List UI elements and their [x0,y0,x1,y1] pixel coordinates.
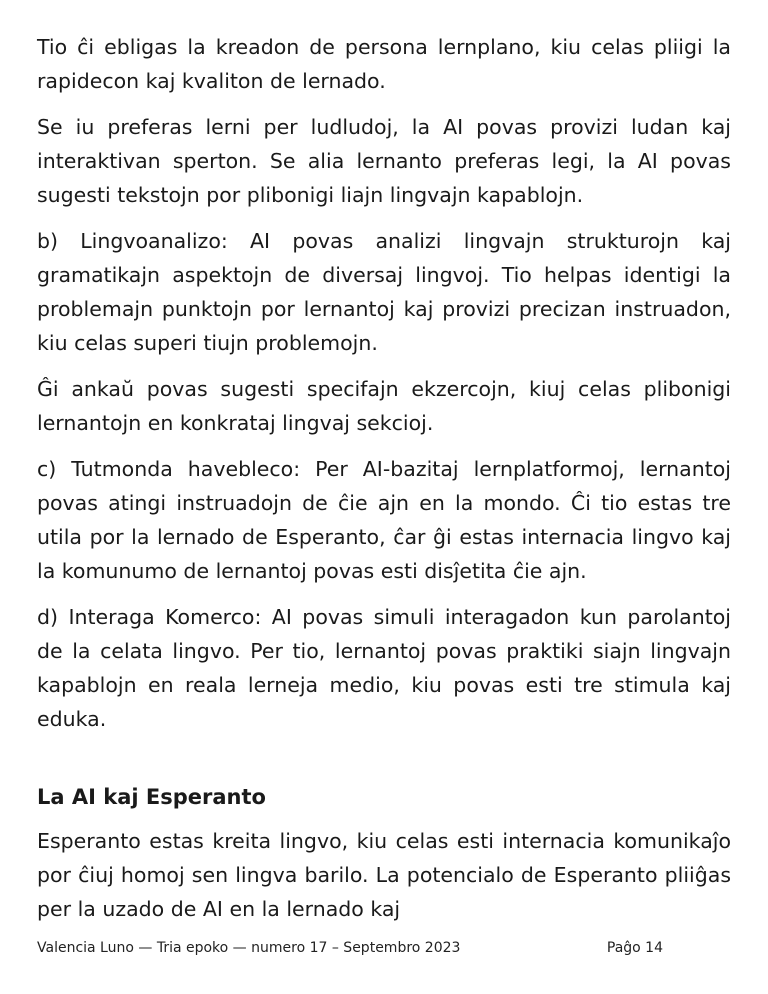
page-footer [37,938,663,958]
paragraph-esperanto-intro: Esperanto estas kreita lingvo, kiu celas esti internacia komunikaĵo por ĉiuj homoj sen lingva barilo. La potencialo de Esperanto pliiĝas per la uzado de AI en la lernado kaj [37,829,731,921]
paragraph-global-availability: c) Tutmonda havebleco: Per AI-bazitaj lernplatformoj, lernantoj povas atingi instruadojn de ĉie ajn en la mondo. Ĉi tio estas tre utila por la lernado de Esperanto, ĉar ĝi estas internacia lingvo kaj la komunumo de lernantoj povas esti disĵetita ĉie ajn. [37,457,731,583]
paragraph-language-analysis: b) Lingvoanalizo: AI povas analizi lingvajn strukturojn kaj gramatikajn aspektojn de diversaj lingvoj. Tio helpas identigi la problemajn punktojn por lernantoj kaj provizi precizan instruadon, kiu celas superi tiujn problemojn. [37,229,731,355]
footer-page-number: Paĝo 14 [606,940,663,956]
footer-publication: Valencia Luno — Tria epoko — numero 17 – Septembro 2023 [37,940,461,956]
paragraph-interactive-commerce: d) Interaga Komerco: AI povas simuli interagadon kun parolantoj de la celata lingvo. Per tio, lernantoj povas praktiki siajn lingvajn kapablojn en reala lerneja medio, kiu povas esti tre stimula kaj eduka. [37,605,731,731]
paragraph-personal-learning-plan: Tio ĉi ebligas la kreadon de persona lernplano, kiu celas pliigi la rapidecon kaj kvaliton de lernado. [37,35,731,93]
paragraph-specific-exercises: Ĝi ankaŭ povas sugesti specifajn ekzercojn, kiuj celas plibonigi lernantojn en konkrataj lingvaj sekcioj. [37,377,731,435]
section-heading: La AI kaj Esperanto [37,785,266,809]
paragraph-learning-preferences: Se iu preferas lerni per ludludoj, la AI povas provizi ludan kaj interaktivan sperton. Se alia lernanto preferas legi, la AI povas sugesti tekstojn por plibonigi liajn lingvajn kapablojn. [37,115,731,207]
article-body [37,30,731,938]
